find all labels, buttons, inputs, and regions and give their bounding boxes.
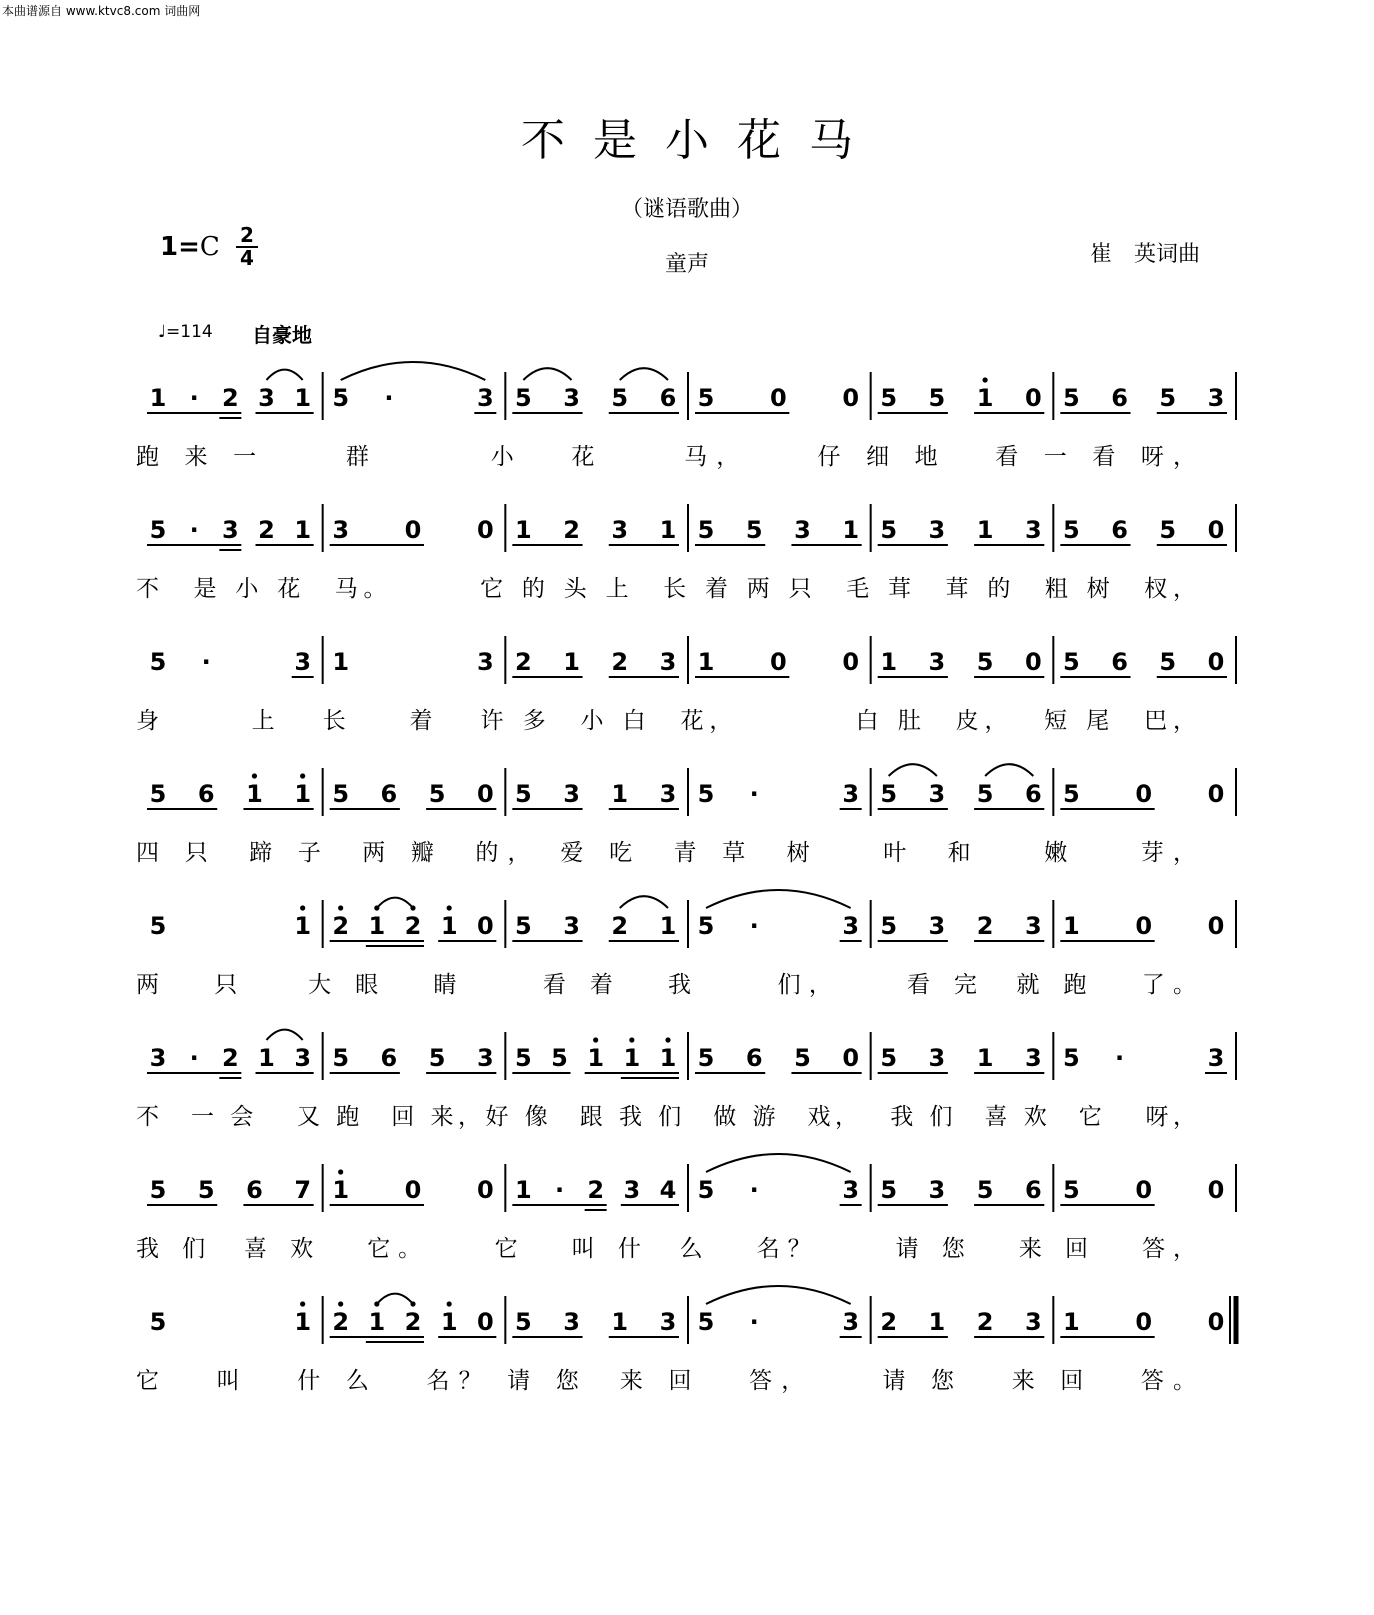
score-row <box>136 890 1236 998</box>
note: 3 <box>928 912 946 940</box>
slur <box>985 764 1033 776</box>
note: 3 <box>563 1308 580 1336</box>
note: 5 <box>1159 384 1177 412</box>
note: 3 <box>563 912 580 940</box>
score-row <box>136 636 1236 734</box>
note: 5 <box>551 1044 568 1072</box>
note: 5 <box>1062 384 1080 412</box>
note: 5 <box>149 780 167 808</box>
note: 0 <box>476 912 494 940</box>
octave-dot <box>338 1301 343 1306</box>
note: 0 <box>1207 912 1225 940</box>
key-prefix: 1= <box>160 232 200 262</box>
octave-dot <box>300 773 305 778</box>
note: 5 <box>149 648 167 676</box>
note: 6 <box>197 780 215 808</box>
note: 5 <box>697 384 715 412</box>
note: 2 <box>514 648 532 676</box>
note: 0 <box>769 384 787 412</box>
note: 2 <box>880 1308 898 1336</box>
song-subtitle: （谜语歌曲） <box>620 197 753 222</box>
note: 5 <box>149 516 167 544</box>
note: 1 <box>611 780 629 808</box>
note: 6 <box>1111 384 1128 412</box>
note: 6 <box>380 780 398 808</box>
note: 1 <box>659 912 677 940</box>
note: 5 <box>514 384 532 412</box>
note: 5 <box>745 516 763 544</box>
slur <box>377 898 413 908</box>
note: 5 <box>332 780 350 808</box>
slur <box>377 1294 413 1304</box>
score-row <box>136 1030 1236 1130</box>
lyrics-line: 我 们 喜 欢 它。 它 叫 什 么 名？ 请 您 来 回 答， <box>136 1236 1196 1262</box>
note: 3 <box>221 516 239 544</box>
note: 1 <box>368 912 386 940</box>
note: 0 <box>476 1308 494 1336</box>
note: 1 <box>1062 1308 1080 1336</box>
note: 1 <box>294 384 312 412</box>
note: 3 <box>1207 1044 1225 1072</box>
note: 5 <box>1062 516 1080 544</box>
note: 3 <box>842 1176 860 1204</box>
note: 6 <box>745 1044 763 1072</box>
note: 0 <box>1024 648 1042 676</box>
note: 1 <box>976 1044 994 1072</box>
note: 5 <box>880 780 898 808</box>
octave-dot <box>447 1301 452 1306</box>
slur <box>620 368 668 380</box>
octave-dot <box>338 1169 343 1174</box>
note: 2 <box>976 912 994 940</box>
note: 3 <box>563 384 580 412</box>
note: 1 <box>659 516 677 544</box>
note: 5 <box>149 1308 167 1336</box>
note: 5 <box>697 912 715 940</box>
key-letter: C <box>199 232 220 262</box>
note: 1 <box>149 384 167 412</box>
note: 5 <box>1062 1044 1080 1072</box>
dot-mark: · <box>1114 1044 1125 1072</box>
note: 3 <box>659 1308 677 1336</box>
note: 1 <box>514 516 532 544</box>
note: 0 <box>1135 912 1153 940</box>
note: 5 <box>976 780 994 808</box>
note: 6 <box>1024 780 1042 808</box>
note: 6 <box>1024 1176 1042 1204</box>
note: 3 <box>928 648 946 676</box>
octave-dot <box>629 1037 634 1042</box>
note: 2 <box>258 516 275 544</box>
note: 0 <box>1207 1176 1225 1204</box>
note: 3 <box>842 912 860 940</box>
note: 1 <box>258 1044 275 1072</box>
score-row <box>136 764 1236 866</box>
note: 1 <box>976 516 994 544</box>
note: 3 <box>1024 1308 1042 1336</box>
lyrics-line: 两 只 大 眼 睛 看 着 我 们， 看 完 就 跑 了。 <box>136 972 1196 998</box>
note: 2 <box>221 384 239 412</box>
score-row <box>136 1154 1236 1262</box>
note: 5 <box>611 384 629 412</box>
note: 5 <box>697 516 715 544</box>
note: 3 <box>258 384 275 412</box>
note: 3 <box>149 1044 167 1072</box>
note: 2 <box>976 1308 994 1336</box>
note: 5 <box>794 1044 811 1072</box>
note: 1 <box>294 912 312 940</box>
note: 5 <box>428 1044 446 1072</box>
note: 2 <box>611 648 629 676</box>
note: 6 <box>1111 516 1128 544</box>
note: 3 <box>1024 516 1042 544</box>
note: 3 <box>928 1044 946 1072</box>
note: 0 <box>476 1176 494 1204</box>
note: 0 <box>842 648 860 676</box>
note: 1 <box>294 1308 312 1336</box>
note: 3 <box>928 1176 946 1204</box>
note: 1 <box>1062 912 1080 940</box>
note: 1 <box>440 1308 458 1336</box>
time-signature-top: 2 <box>240 223 254 247</box>
note: 0 <box>1207 648 1225 676</box>
note: 1 <box>246 780 263 808</box>
note: 3 <box>623 1176 641 1204</box>
note: 3 <box>476 648 494 676</box>
note: 0 <box>476 780 494 808</box>
note: 2 <box>611 912 629 940</box>
note: 2 <box>563 516 580 544</box>
dot-mark: · <box>201 648 211 676</box>
octave-dot <box>300 1301 305 1306</box>
note: 7 <box>294 1176 312 1204</box>
note: 0 <box>769 648 787 676</box>
note: 3 <box>294 648 312 676</box>
slur <box>267 1030 303 1040</box>
note: 1 <box>294 516 312 544</box>
note: 5 <box>1062 1176 1080 1204</box>
note: 5 <box>514 1044 532 1072</box>
note: 5 <box>976 648 994 676</box>
note: 5 <box>697 1044 715 1072</box>
lyrics-line: 跑 来 一 群 小 花 马， 仔 细 地 看 一 看 呀， <box>136 444 1196 470</box>
score-row <box>136 1286 1236 1394</box>
note: 5 <box>697 1308 715 1336</box>
slur <box>267 370 303 380</box>
note: 0 <box>1135 1176 1153 1204</box>
note: 3 <box>1024 912 1042 940</box>
note: 1 <box>514 1176 532 1204</box>
note: 1 <box>611 1308 629 1336</box>
note: 5 <box>976 1176 994 1204</box>
note: 1 <box>623 1044 641 1072</box>
dot-mark: · <box>189 1044 199 1072</box>
note: 5 <box>514 912 532 940</box>
note: 5 <box>1062 780 1080 808</box>
note: 5 <box>149 912 167 940</box>
note: 3 <box>928 780 946 808</box>
lyrics-line: 四 只 蹄 子 两 瓣 的， 爱 吃 青 草 树 叶 和 嫩 芽， <box>136 840 1196 866</box>
note: 3 <box>476 1044 494 1072</box>
note: 3 <box>476 384 494 412</box>
note: 0 <box>842 384 860 412</box>
note: 0 <box>1135 780 1153 808</box>
note: 3 <box>659 648 677 676</box>
note: 0 <box>1135 1308 1153 1336</box>
lyrics-line: 不 一 会 又 跑 回 来，好 像 跟 我 们 做 游 戏， 我 们 喜 欢 它 呀， <box>136 1104 1196 1130</box>
note: 6 <box>1111 648 1128 676</box>
note: 3 <box>1024 1044 1042 1072</box>
dot-mark: · <box>749 912 759 940</box>
note: 0 <box>1207 1308 1225 1336</box>
note: 3 <box>563 780 580 808</box>
note: 5 <box>149 1176 167 1204</box>
octave-dot <box>593 1037 598 1042</box>
note: 5 <box>197 1176 215 1204</box>
note: 5 <box>332 1044 350 1072</box>
note: 6 <box>380 1044 398 1072</box>
octave-dot <box>338 905 343 910</box>
note: 0 <box>1207 516 1225 544</box>
note: 5 <box>514 1308 532 1336</box>
octave-dot <box>665 1037 670 1042</box>
note: 1 <box>332 648 350 676</box>
note: 5 <box>880 1044 898 1072</box>
note: 1 <box>976 384 994 412</box>
note: 4 <box>659 1176 677 1204</box>
song-title: 不是小花马 <box>521 115 881 166</box>
time-signature-bottom: 4 <box>240 246 254 270</box>
octave-dot <box>300 905 305 910</box>
note: 5 <box>1062 648 1080 676</box>
slur <box>523 368 571 380</box>
note: 0 <box>1207 780 1225 808</box>
note: 3 <box>332 516 350 544</box>
slur <box>620 896 668 908</box>
note: 3 <box>842 1308 860 1336</box>
note: 0 <box>404 516 422 544</box>
note: 1 <box>563 648 580 676</box>
dot-mark: · <box>554 1176 565 1204</box>
note: 1 <box>294 780 312 808</box>
note: 3 <box>611 516 629 544</box>
note: 5 <box>1159 516 1177 544</box>
note: 5 <box>1159 648 1177 676</box>
note: 1 <box>332 1176 350 1204</box>
note: 3 <box>659 780 677 808</box>
dot-mark: · <box>749 780 759 808</box>
note: 5 <box>697 1176 715 1204</box>
note: 1 <box>440 912 458 940</box>
note: 1 <box>928 1308 946 1336</box>
note: 3 <box>294 1044 312 1072</box>
note: 5 <box>880 516 898 544</box>
slur <box>706 1286 851 1304</box>
note: 5 <box>428 780 446 808</box>
note: 1 <box>587 1044 605 1072</box>
dot-mark: · <box>189 384 199 412</box>
note: 2 <box>404 1308 422 1336</box>
expression-marking: 自豪地 <box>252 323 312 347</box>
slur <box>706 890 851 908</box>
note: 0 <box>404 1176 422 1204</box>
note: 2 <box>332 912 350 940</box>
note: 6 <box>659 384 677 412</box>
slur <box>706 1154 851 1172</box>
note: 2 <box>332 1308 350 1336</box>
slur <box>889 764 937 776</box>
slur <box>341 362 486 380</box>
note: 1 <box>368 1308 386 1336</box>
note: 5 <box>332 384 350 412</box>
dot-mark: · <box>189 516 199 544</box>
dot-mark: · <box>384 384 394 412</box>
note: 3 <box>794 516 811 544</box>
score-row <box>136 362 1236 470</box>
lyrics-line: 它 叫 什 么 名？ 请 您 来 回 答， 请 您 来 回 答。 <box>136 1368 1196 1394</box>
note: 6 <box>246 1176 263 1204</box>
dot-mark: · <box>749 1176 759 1204</box>
note: 1 <box>659 1044 677 1072</box>
octave-dot <box>447 905 452 910</box>
octave-dot <box>983 377 988 382</box>
lyrics-line: 不 是 小 花 马。 它 的 头 上 长 着 两 只 毛 茸 茸 的 粗 树 杈， <box>136 576 1196 602</box>
note: 1 <box>697 648 715 676</box>
note: 3 <box>928 516 946 544</box>
lyrics-line: 身 上 长 着 许 多 小 白 花， 白 肚 皮， 短 尾 巴， <box>136 708 1196 734</box>
dot-mark: · <box>749 1308 759 1336</box>
note: 1 <box>880 648 898 676</box>
note: 0 <box>476 516 494 544</box>
voice-type: 童声 <box>664 252 709 277</box>
tempo-marking: ♩=114 <box>158 322 213 342</box>
note: 2 <box>404 912 422 940</box>
note: 2 <box>587 1176 605 1204</box>
source-note: 本曲谱源自 www.ktvc8.com 词曲网 <box>2 4 201 18</box>
note: 5 <box>697 780 715 808</box>
note: 0 <box>1024 384 1042 412</box>
composer-credit: 崔 英词曲 <box>1090 242 1201 267</box>
octave-dot <box>252 773 257 778</box>
note: 3 <box>842 780 860 808</box>
note: 5 <box>514 780 532 808</box>
note: 3 <box>1207 384 1225 412</box>
score-row <box>136 504 1236 602</box>
note: 2 <box>221 1044 239 1072</box>
note: 1 <box>842 516 860 544</box>
note: 0 <box>842 1044 860 1072</box>
note: 5 <box>880 384 898 412</box>
note: 5 <box>880 912 898 940</box>
note: 5 <box>880 1176 898 1204</box>
note: 5 <box>928 384 946 412</box>
